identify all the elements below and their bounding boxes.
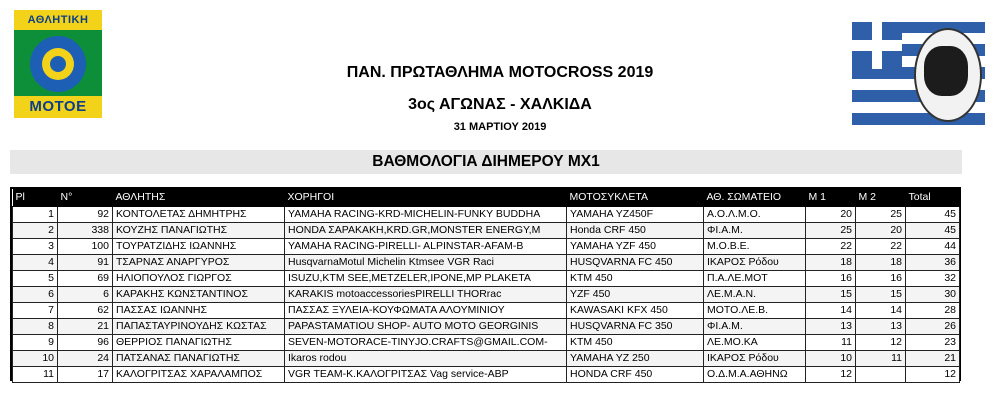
cell-moto1: 25 (806, 223, 856, 239)
cell-place: 5 (13, 271, 58, 287)
cell-club: ΛΕ.ΜΟ.ΚΑ (704, 335, 806, 351)
cell-total: 26 (906, 319, 960, 335)
header-moto1: M 1 (806, 189, 856, 207)
cell-sponsors: KARAKIS motoaccessoriesPIRELLI THORrac (285, 287, 567, 303)
header-total: Total (906, 189, 960, 207)
cell-total: 30 (906, 287, 960, 303)
cell-moto2: 18 (856, 255, 906, 271)
cell-moto1: 12 (806, 367, 856, 383)
cell-total: 45 (906, 223, 960, 239)
cell-place: 7 (13, 303, 58, 319)
cell-total: 36 (906, 255, 960, 271)
cell-total: 45 (906, 207, 960, 223)
cell-club: ΦΙ.Α.Μ. (704, 223, 806, 239)
cell-rider: ΠΑΣΣΑΣ ΙΩΑΝΝΗΣ (113, 303, 285, 319)
header-club: ΑΘ. ΣΩΜΑΤΕΙΟ (704, 189, 806, 207)
logo-top-text: ΑΘΛΗΤΙΚΗ (14, 10, 102, 30)
cell-rider: ΠΑΤΣΑΝΑΣ ΠΑΝΑΓΙΩΤΗΣ (113, 351, 285, 367)
cell-motorcycle: KTM 450 (567, 271, 704, 287)
cell-moto2: 25 (856, 207, 906, 223)
cell-place: 2 (13, 223, 58, 239)
table-row (13, 335, 960, 351)
cell-moto1: 18 (806, 255, 856, 271)
cell-sponsors: YAMAHA RACING-PIRELLI- ALPINSTAR-AFAM-B (285, 239, 567, 255)
championship-title: ΠΑΝ. ΠΡΩΤΑΘΛΗΜΑ MOTOCROSS 2019 (346, 64, 654, 81)
cell-sponsors: ISUZU,KTM SEE,METZELER,IPONE,MP PLAKETA (285, 271, 567, 287)
table-row (13, 223, 960, 239)
cell-total: 44 (906, 239, 960, 255)
cell-sponsors: YAMAHA RACING-KRD-MICHELIN-FUNKY BUDDHA (285, 207, 567, 223)
cell-motorcycle: KAWASAKI KFX 450 (567, 303, 704, 319)
table-row (13, 351, 960, 367)
cell-sponsors: VGR TEAM-Κ.ΚΑΛΟΓΡΙΤΣΑΣ Vag service-ABP (285, 367, 567, 383)
header-rider: ΑΘΛΗΤΗΣ (113, 189, 285, 207)
cell-motorcycle: HONDA CRF 450 (567, 367, 704, 383)
cell-number: 69 (58, 271, 113, 287)
cell-number: 21 (58, 319, 113, 335)
cell-place: 1 (13, 207, 58, 223)
cell-moto2 (856, 367, 906, 383)
table-row (13, 271, 960, 287)
cell-sponsors: HONDA ΣΑΡΑΚΑΚΗ,KRD.GR,MONSTER ENERGY,M (285, 223, 567, 239)
cell-moto1: 16 (806, 271, 856, 287)
flag-cross-horizontal (852, 40, 902, 51)
cell-club: ΙΚΑΡΟΣ Ρόδου (704, 351, 806, 367)
cell-moto2: 14 (856, 303, 906, 319)
round-title: 3ος ΑΓΩΝΑΣ - ΧΑΛΚΙΔΑ (408, 96, 592, 113)
cell-place: 11 (13, 367, 58, 383)
cell-number: 338 (58, 223, 113, 239)
cell-place: 10 (13, 351, 58, 367)
cell-total: 28 (906, 303, 960, 319)
cell-moto1: 15 (806, 287, 856, 303)
cell-moto1: 14 (806, 303, 856, 319)
cell-motorcycle: YZF 450 (567, 287, 704, 303)
cell-number: 62 (58, 303, 113, 319)
cell-sponsors: SEVEN-MOTORACE-TINYJO.CRAFTS@GMAIL.COM- (285, 335, 567, 351)
logo-bottom-text: MOTOE (14, 96, 102, 118)
cell-moto2: 20 (856, 223, 906, 239)
cell-motorcycle: YAMAHA YZ450F (567, 207, 704, 223)
cell-club: ΛΕ.Μ.Α.Ν. (704, 287, 806, 303)
cell-place: 8 (13, 319, 58, 335)
cell-rider: ΠΑΠΑΣΤΑΥΡΙΝΟΥΔΗΣ ΚΩΣΤΑΣ (113, 319, 285, 335)
header-moto2: M 2 (856, 189, 906, 207)
cell-club: Ο.Δ.Μ.Α.ΑΘΗΝΩ (704, 367, 806, 383)
cell-moto2: 15 (856, 287, 906, 303)
cell-moto2: 12 (856, 335, 906, 351)
cell-total: 12 (906, 367, 960, 383)
cell-rider: ΚΟΥΖΗΣ ΠΑΝΑΓΙΩΤΗΣ (113, 223, 285, 239)
cell-sponsors: Ikaros rodou (285, 351, 567, 367)
cell-sponsors: HusqvarnaMotul Michelin Ktmsee VGR Raci (285, 255, 567, 271)
table-row (13, 255, 960, 271)
cell-moto2: 11 (856, 351, 906, 367)
cell-moto1: 11 (806, 335, 856, 351)
cell-sponsors: PAPASTAMATIOU SHOP- AUTO MOTO GEORGINIS (285, 319, 567, 335)
cell-moto1: 10 (806, 351, 856, 367)
cell-number: 6 (58, 287, 113, 303)
cell-moto1: 20 (806, 207, 856, 223)
cell-club: ΙΚΑΡΟΣ Ρόδου (704, 255, 806, 271)
cell-place: 9 (13, 335, 58, 351)
cell-moto1: 13 (806, 319, 856, 335)
table-row (13, 207, 960, 223)
cell-rider: ΘΕΡΡΙΟΣ ΠΑΝΑΓΙΩΤΗΣ (113, 335, 285, 351)
cell-number: 17 (58, 367, 113, 383)
cell-club: Π.Α.ΛΕ.ΜΟΤ (704, 271, 806, 287)
cell-place: 4 (13, 255, 58, 271)
cell-motorcycle: Honda CRF 450 (567, 223, 704, 239)
table-header-row (13, 189, 960, 207)
cell-rider: ΚΑΛΟΓΡΙΤΣΑΣ ΧΑΡΑΛΑΜΠΟΣ (113, 367, 285, 383)
header-number: N° (58, 189, 113, 207)
cell-total: 32 (906, 271, 960, 287)
table-row (13, 319, 960, 335)
cell-rider: ΗΛΙΟΠΟΥΛΟΣ ΓΙΩΡΓΟΣ (113, 271, 285, 287)
cell-moto1: 22 (806, 239, 856, 255)
cell-total: 21 (906, 351, 960, 367)
cell-moto2: 16 (856, 271, 906, 287)
cell-club: ΜΟΤΟ.ΛΕ.Β. (704, 303, 806, 319)
cell-number: 24 (58, 351, 113, 367)
cell-motorcycle: YAMAHA YZ 250 (567, 351, 704, 367)
header-place: Pl (13, 189, 58, 207)
cell-motorcycle: HUSQVARNA FC 350 (567, 319, 704, 335)
standings-banner: ΒΑΘΜΟΛΟΓΙΑ ΔΙΗΜΕΡΟΥ MX1 (10, 150, 962, 174)
table-row (13, 367, 960, 383)
cell-rider: ΚΑΡΑΚΗΣ ΚΩΝΣΤΑΝΤΙΝΟΣ (113, 287, 285, 303)
table-row (13, 303, 960, 319)
cell-place: 6 (13, 287, 58, 303)
header-motorcycle: ΜΟΤΟΣΥΚΛΕΤΑ (567, 189, 704, 207)
table-row (13, 239, 960, 255)
header-sponsors: ΧΟΡΗΓΟΙ (285, 189, 567, 207)
cell-moto2: 22 (856, 239, 906, 255)
cell-rider: ΚΟΝΤΟΛΕΤΑΣ ΔΗΜΗΤΡΗΣ (113, 207, 285, 223)
table-row (13, 287, 960, 303)
cell-rider: ΤΣΑΡΝΑΣ ΑΝΑΡΓΥΡΟΣ (113, 255, 285, 271)
cell-place: 3 (13, 239, 58, 255)
cell-total: 23 (906, 335, 960, 351)
cell-number: 96 (58, 335, 113, 351)
cell-rider: ΤΟΥΡΑΤΖΙΔΗΣ ΙΩΑΝΝΗΣ (113, 239, 285, 255)
cell-club: ΦΙ.Α.Μ. (704, 319, 806, 335)
cell-number: 91 (58, 255, 113, 271)
cell-club: Μ.Ο.Β.Ε. (704, 239, 806, 255)
event-date: 31 ΜΑΡΤΙΟΥ 2019 (453, 121, 547, 133)
cell-club: Α.Ο.Λ.Μ.Ο. (704, 207, 806, 223)
cell-moto2: 13 (856, 319, 906, 335)
cell-motorcycle: YAMAHA YZF 450 (567, 239, 704, 255)
cell-number: 100 (58, 239, 113, 255)
cell-number: 92 (58, 207, 113, 223)
cell-sponsors: ΠΑΣΣΑΣ ΞΥΛΕΙΑ-ΚΟΥΦΩΜΑΤΑ ΑΛΟΥΜΙΝΙΟΥ (285, 303, 567, 319)
cell-motorcycle: KTM 450 (567, 335, 704, 351)
standings-table (10, 187, 961, 381)
cell-motorcycle: HUSQVARNA FC 450 (567, 255, 704, 271)
